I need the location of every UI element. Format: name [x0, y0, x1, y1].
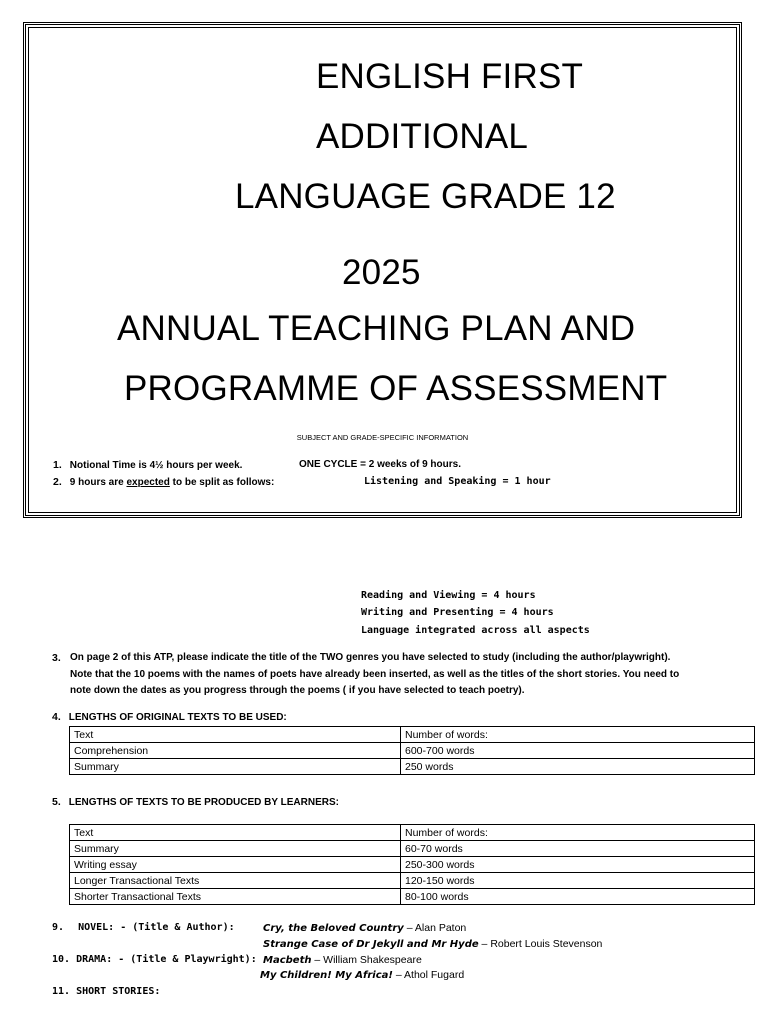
item-10-label — [52, 954, 257, 965]
table-cell: 80-100 words — [401, 889, 755, 905]
drama-author: William Shakespeare — [323, 954, 422, 966]
novel-title: Strange Case of Dr Jekyll and Mr Hyde — [263, 939, 479, 950]
item-9-label — [52, 922, 235, 933]
drama-work-1 — [263, 954, 422, 966]
item-11-number: 11. — [52, 986, 71, 997]
item-1-number: 1. — [53, 459, 62, 471]
item-4-heading-text: LENGTHS OF ORIGINAL TEXTS TO BE USED: — [68, 712, 287, 723]
table-cell: Summary — [70, 841, 401, 857]
item-3-text: On page 2 of this ATP, please indicate the title of the TWO genres you have selected to study (including the author/playwright). Note that the 10 poems with the names of poets have already been inserted, as well as the titles of the short stories. You need to note down the dates as you progress through the poems ( if you have selected to teach poetry). — [70, 652, 680, 696]
separator: – — [478, 938, 491, 950]
item-5-number: 5. — [52, 796, 61, 808]
item-1-cycle: ONE CYCLE = 2 weeks of 9 hours. — [299, 459, 461, 470]
table-cell: 250 words — [401, 759, 755, 775]
cover-box — [23, 22, 742, 518]
plan-line-2: PROGRAMME OF ASSESSMENT — [124, 369, 668, 408]
item-11-label — [52, 986, 160, 997]
produced-texts-table — [69, 824, 755, 905]
item-3-number: 3. — [52, 652, 61, 664]
drama-author: Athol Fugard — [404, 969, 465, 981]
novel-work-1 — [263, 922, 466, 934]
table-row — [70, 743, 755, 759]
item-4-heading — [52, 711, 287, 723]
table-row — [70, 759, 755, 775]
table-row — [70, 889, 755, 905]
item-9-label-text: NOVEL: - (Title & Author): — [78, 922, 235, 933]
item-10-number: 10. — [52, 954, 71, 965]
split-reading-viewing: Reading and Viewing = 4 hours — [361, 590, 536, 601]
table-row — [70, 857, 755, 873]
table-cell: Longer Transactional Texts — [70, 873, 401, 889]
item-5-heading — [52, 796, 339, 808]
table-cell: 120-150 words — [401, 873, 755, 889]
title-line-3: LANGUAGE GRADE 12 — [235, 177, 616, 216]
item-2-pre: 9 hours are — [69, 477, 127, 488]
item-4-number: 4. — [52, 711, 61, 723]
table-header-cell: Text — [70, 825, 401, 841]
title-line-1: ENGLISH FIRST — [316, 57, 584, 96]
novel-author: Robert Louis Stevenson — [490, 938, 603, 950]
item-9-number: 9. — [52, 922, 65, 933]
item-5-heading-text: LENGTHS OF TEXTS TO BE PRODUCED BY LEARNERS: — [68, 797, 339, 808]
table-cell: Comprehension — [70, 743, 401, 759]
item-1 — [53, 459, 242, 471]
table-cell: Writing essay — [70, 857, 401, 873]
table-cell: Shorter Transactional Texts — [70, 889, 401, 905]
novel-work-2 — [263, 938, 602, 950]
table-header-cell: Number of words: — [401, 727, 755, 743]
item-10-label-text: DRAMA: - (Title & Playwright): — [76, 954, 257, 965]
split-listening-speaking: Listening and Speaking = 1 hour — [364, 476, 551, 487]
table-cell: Summary — [70, 759, 401, 775]
table-row — [70, 873, 755, 889]
item-11-label-text: SHORT STORIES: — [76, 986, 161, 997]
item-2-underlined: expected — [126, 477, 170, 488]
subject-info-heading: SUBJECT AND GRADE-SPECIFIC INFORMATION — [296, 433, 469, 442]
table-cell: 60-70 words — [401, 841, 755, 857]
separator: – — [403, 922, 415, 934]
item-2-number: 2. — [53, 476, 62, 488]
item-1-text: Notional Time is 4½ hours per week. — [69, 460, 243, 471]
table-header-row — [70, 727, 755, 743]
table-header-cell: Number of words: — [401, 825, 755, 841]
item-2-post: to be split as follows: — [169, 477, 275, 488]
novel-title: Cry, the Beloved Country — [263, 923, 404, 934]
table-row — [70, 841, 755, 857]
separator: – — [311, 954, 324, 966]
plan-line-1: ANNUAL TEACHING PLAN AND — [117, 309, 636, 348]
table-header-row — [70, 825, 755, 841]
original-texts-table — [69, 726, 755, 775]
drama-title: Macbeth — [263, 955, 312, 966]
novel-author: Alan Paton — [414, 922, 467, 934]
separator: – — [392, 969, 405, 981]
table-header-cell: Text — [70, 727, 401, 743]
drama-work-2 — [260, 969, 464, 981]
title-line-2: ADDITIONAL — [316, 117, 529, 156]
item-2 — [53, 476, 274, 488]
split-writing-presenting: Writing and Presenting = 4 hours — [361, 607, 554, 618]
drama-title: My Children! My Africa! — [260, 970, 393, 981]
year: 2025 — [342, 253, 421, 292]
table-cell: 600-700 words — [401, 743, 755, 759]
split-language: Language integrated across all aspects — [361, 625, 590, 636]
table-cell: 250-300 words — [401, 857, 755, 873]
